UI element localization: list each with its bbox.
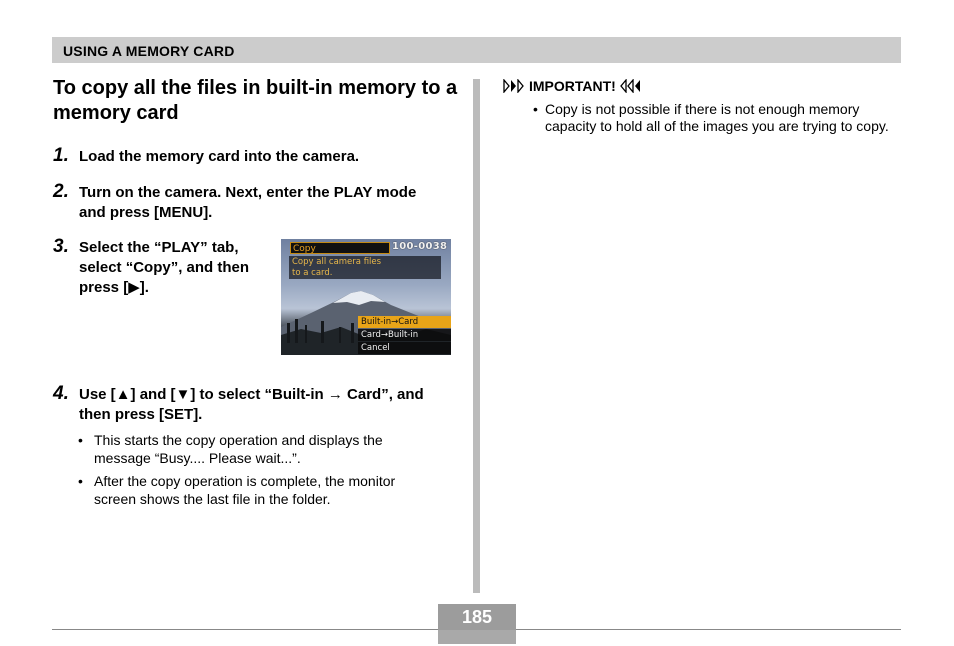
arrows-right-icon [503, 79, 525, 93]
camera-menu-item-card-to-builtin[interactable]: Card→Built-in [358, 329, 451, 341]
column-divider [473, 79, 480, 593]
arrows-left-icon [620, 79, 642, 93]
step-number-3: 3. [53, 236, 69, 257]
bullet-text: This starts the copy operation and displays the message “Busy.... Please wait...”. [94, 432, 383, 466]
section-title: USING A MEMORY CARD [63, 43, 235, 59]
step-text-2: Turn on the camera. Next, enter the PLAY mode and press [MENU]. [79, 184, 417, 221]
page-number: 185 [438, 604, 516, 630]
camera-menu-item-cancel[interactable]: Cancel [358, 342, 451, 354]
step-number-1: 1. [53, 145, 69, 166]
important-bullet-text: Copy is not possible if there is not enough memory capacity to hold all of the images you are trying to copy. [545, 101, 889, 134]
bullet-marker: • [78, 473, 83, 489]
step-number-2: 2. [53, 181, 69, 202]
camera-monitor-screenshot [281, 239, 451, 355]
camera-menu-title: Copy [290, 242, 390, 254]
bullet-text: After the copy operation is complete, the monitor screen shows the last file in the folder. [94, 473, 396, 507]
bullet-marker: • [78, 432, 83, 448]
step-text-1: Load the memory card into the camera. [79, 148, 360, 165]
section-header-bar [52, 37, 901, 63]
step-text-3: Select the “PLAY” tab, select “Copy”, and then press [▶]. [79, 239, 250, 296]
camera-message-line-2: to a card. [292, 268, 333, 278]
bullet-marker: • [533, 101, 538, 117]
important-label: IMPORTANT! [529, 78, 616, 94]
step-number-4: 4. [53, 383, 69, 404]
important-heading [503, 78, 642, 94]
step-text-4: Use [▲] and [▼] to select “Built-in → Card”, and then press [SET]. [79, 386, 424, 423]
camera-menu-item-builtin-to-card[interactable]: Built-in→Card [358, 316, 451, 328]
camera-message-line-1: Copy all camera files [292, 257, 382, 267]
page-title: To copy all the files in built-in memory to a memory card [53, 77, 458, 124]
camera-message [289, 256, 441, 279]
page-number-box [438, 604, 516, 644]
camera-file-number: 100-0038 [392, 241, 448, 252]
